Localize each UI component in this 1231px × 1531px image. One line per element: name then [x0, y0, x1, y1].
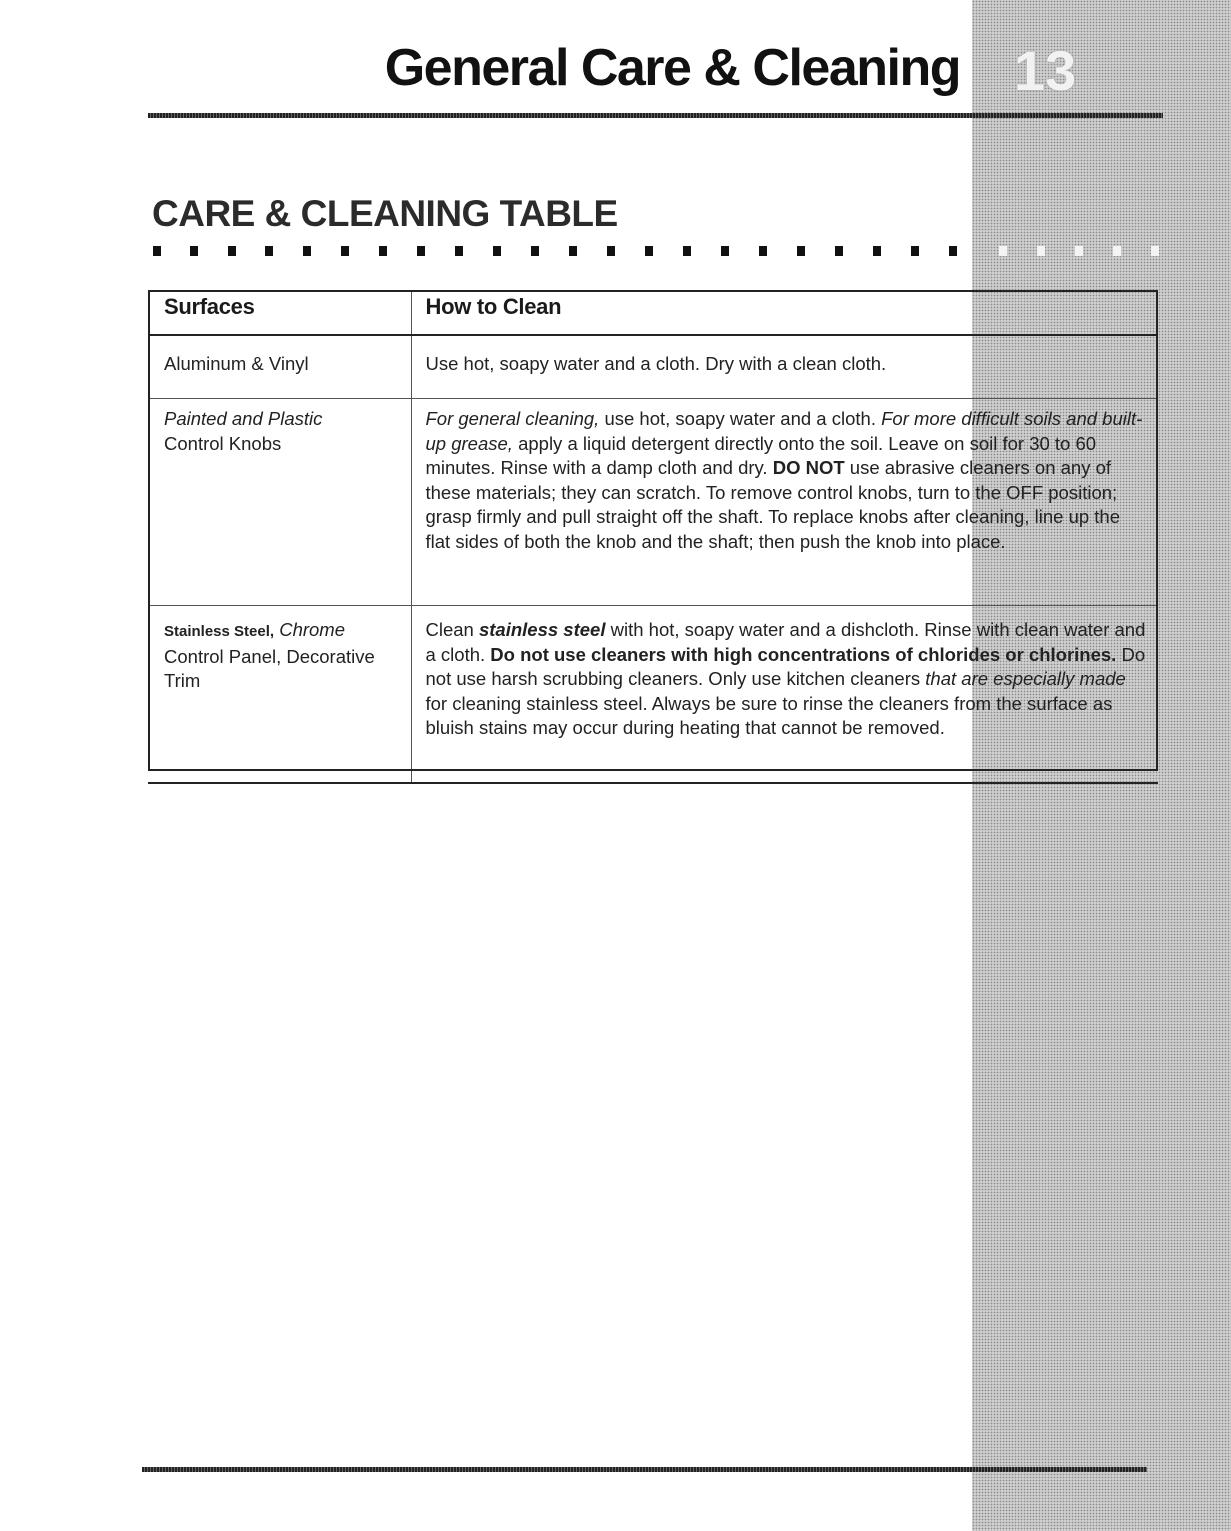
table-row: [148, 606, 1158, 784]
table-header-row: [148, 290, 1158, 335]
page-title: General Care & Cleaning: [384, 39, 960, 97]
instruction-text: Clean: [425, 619, 479, 640]
how-to-clean-cell: [411, 399, 1158, 606]
instruction-text: Do not use cleaners with high concentrations of chlorides or chlorines.: [490, 643, 1117, 665]
how-to-clean-cell: Use hot, soapy water and a cloth. Dry with a clean cloth.: [411, 335, 1158, 399]
surface-cell: [148, 399, 411, 606]
instruction-text: stainless steel: [478, 619, 606, 640]
surface-text: Chrome: [274, 619, 346, 640]
surface-text: Stainless Steel,: [164, 623, 275, 640]
column-header-surfaces: Surfaces: [148, 290, 411, 335]
instruction-text: use abrasive cleaners on any of these materials; they can scratch. To remove control knobs, turn to the OFF position; grasp firmly and pull straight off the shaft. To replace knobs after cleaning, line up the flat sides of both the knob and the shaft; then push the knob into place.: [425, 457, 1120, 552]
surface-text: Painted and Plastic: [164, 408, 323, 429]
column-header-how-to-clean: How to Clean: [411, 290, 1158, 335]
table-row: [148, 335, 1158, 399]
surface-text: Control Knobs: [164, 432, 282, 454]
surface-cell: Aluminum & Vinyl: [148, 335, 411, 399]
header-divider: [148, 113, 1163, 118]
instruction-text: For more difficult soils and built-up grease,: [425, 408, 1143, 454]
surface-text: Control Panel, Decorative Trim: [164, 645, 375, 691]
page-number: 13: [1013, 39, 1077, 102]
surface-cell: [148, 606, 411, 784]
footer-divider: [142, 1467, 1147, 1472]
instruction-text: with hot, soapy water and a dishcloth. Rinse with clean water and a cloth.: [425, 619, 1146, 665]
instruction-text: that are especially made: [925, 668, 1126, 689]
section-heading: CARE & CLEANING TABLE: [152, 193, 618, 234]
how-to-clean-cell: [411, 606, 1158, 784]
instruction-text: apply a liquid detergent directly onto the soil. Leave on soil for 30 to 60 minutes. Rinse with a damp cloth and dry.: [425, 432, 1097, 478]
table-row: [148, 399, 1158, 606]
instruction-text: For general cleaning,: [425, 408, 600, 429]
instruction-text: for cleaning stainless steel. Always be sure to rinse the cleaners from the surface as bluish stains may occur during heating that cannot be removed.: [425, 692, 1113, 738]
instruction-text: Do not use harsh scrubbing cleaners. Only use kitchen cleaners: [425, 643, 1146, 689]
instruction-text: use hot, soapy water and a cloth.: [599, 408, 882, 429]
decorative-square-row: [153, 246, 1163, 256]
care-cleaning-table: [148, 290, 1158, 784]
instruction-text: DO NOT: [772, 457, 845, 478]
